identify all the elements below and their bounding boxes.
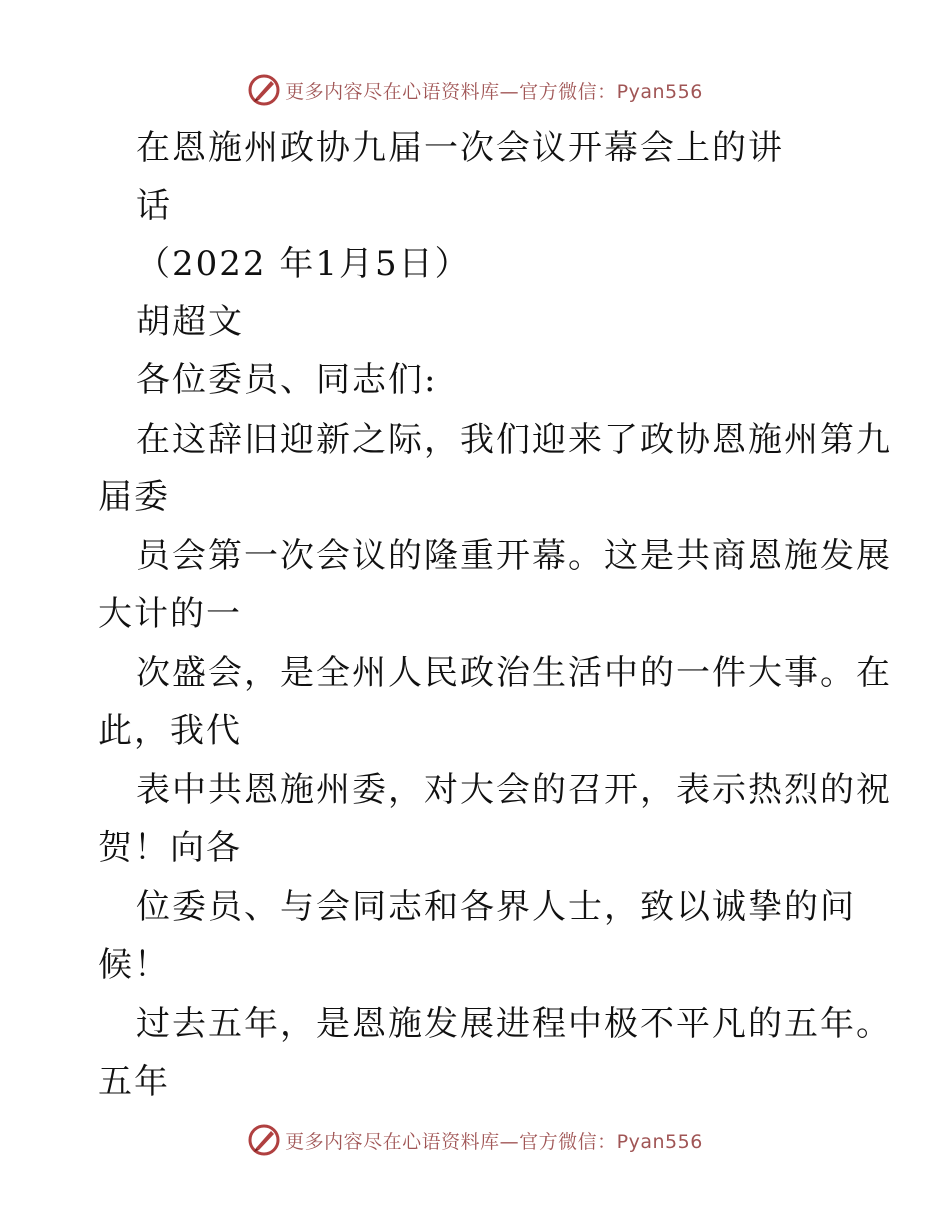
document-salutation: 各位委员、同志们: bbox=[136, 360, 438, 400]
paragraph-line: 此，我代 bbox=[98, 711, 242, 751]
paragraph-line: 候！ bbox=[98, 945, 170, 985]
paragraph-line: 表中共恩施州委，对大会的召开，表示热烈的祝 bbox=[136, 770, 892, 810]
paragraph-line: 位委员、与会同志和各界人士，致以诚挚的问 bbox=[136, 887, 856, 927]
banner-text: 更多内容尽在心语资料库—官方微信：Pyan556 bbox=[285, 80, 703, 103]
document-title-line-2: 话 bbox=[136, 186, 172, 226]
footer-banner bbox=[0, 1120, 950, 1160]
document-author: 胡超文 bbox=[136, 302, 244, 342]
document-title-line-1: 在恩施州政协九届一次会议开幕会上的讲 bbox=[136, 128, 784, 168]
paragraph-line: 五年 bbox=[98, 1062, 170, 1102]
quill-pen-logo-icon bbox=[247, 1123, 281, 1157]
paragraph-line: 大计的一 bbox=[98, 594, 242, 634]
paragraph-line: 过去五年，是恩施发展进程中极不平凡的五年。 bbox=[136, 1004, 892, 1044]
paragraph-line: 届委 bbox=[98, 477, 170, 517]
paragraph-line: 次盛会，是全州人民政治生活中的一件大事。在 bbox=[136, 653, 892, 693]
paragraph-line: 贺！向各 bbox=[98, 828, 242, 868]
paragraph-line: 员会第一次会议的隆重开幕。这是共商恩施发展 bbox=[136, 536, 892, 576]
paragraph-line: 在这辞旧迎新之际，我们迎来了政协恩施州第九 bbox=[136, 420, 892, 460]
document-date: （2022 年1月5日） bbox=[136, 244, 471, 284]
banner-text: 更多内容尽在心语资料库—官方微信：Pyan556 bbox=[285, 1130, 703, 1153]
